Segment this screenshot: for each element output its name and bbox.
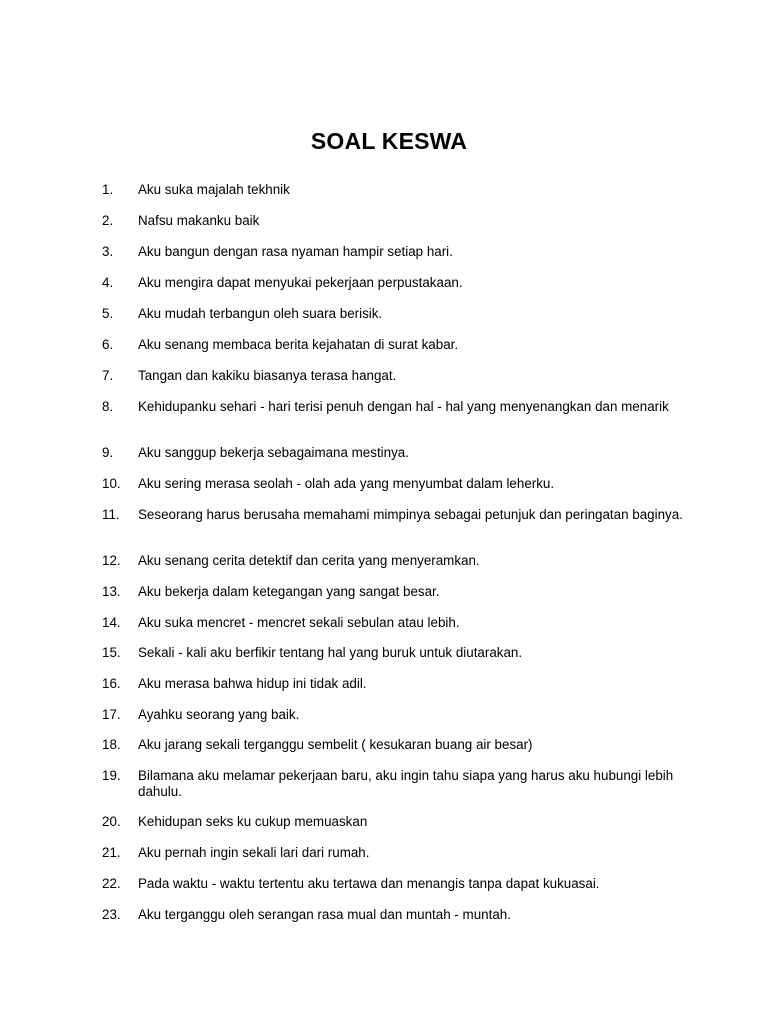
question-number: 7. [102,368,114,383]
question-number: 15. [102,645,121,660]
question-text: Tangan dan kakiku biasanya terasa hangat. [138,368,397,383]
question-text: Kehidupanku sehari - hari terisi penuh dengan hal - hal yang menyenangkan dan menarik [138,399,669,414]
question-number: 18. [102,737,121,752]
question-number: 12. [102,553,121,568]
question-text: Ayahku seorang yang baik. [138,707,300,722]
question-number: 23. [102,907,121,922]
question-number: 3. [102,244,114,259]
question-number: 6. [102,337,114,352]
question-number: 1. [102,182,114,197]
question-number: 11. [102,507,120,522]
question-text: Aku pernah ingin sekali lari dari rumah. [138,845,370,860]
question-text: Aku mengira dapat menyukai pekerjaan perpustakaan. [138,275,463,290]
question-text: Pada waktu - waktu tertentu aku tertawa dan menangis tanpa dapat kukuasai. [138,876,600,891]
document-title: SOAL KESWA [310,128,468,154]
question-text: Bilamana aku melamar pekerjaan baru, aku ingin tahu siapa yang harus aku hubungi lebih dahulu. [138,768,674,799]
question-text: Aku mudah terbangun oleh suara berisik. [138,306,383,321]
question-number: 9. [102,445,114,460]
question-text: Nafsu makanku baik [138,213,260,228]
question-number: 10. [102,476,121,491]
question-text: Aku suka mencret - mencret sekali sebulan atau lebih. [138,615,460,630]
question-number: 13. [102,584,121,599]
question-number: 5. [102,306,114,321]
question-number: 17. [102,707,121,722]
question-number: 21. [102,845,121,860]
question-text: Aku senang cerita detektif dan cerita yang menyeramkan. [138,553,480,568]
question-text: Sekali - kali aku berfikir tentang hal yang buruk untuk diutarakan. [138,645,523,660]
question-text: Aku jarang sekali terganggu sembelit ( kesukaran buang air besar) [138,737,533,752]
question-text: Aku bekerja dalam ketegangan yang sangat besar. [138,584,440,599]
question-number: 19. [102,768,121,783]
question-number: 14. [102,615,121,630]
question-text: Aku sanggup bekerja sebagaimana mestinya. [138,445,409,460]
question-text: Aku senang membaca berita kejahatan di surat kabar. [138,337,459,352]
question-number: 8. [102,399,114,414]
question-text: Aku bangun dengan rasa nyaman hampir setiap hari. [138,244,453,259]
question-text: Aku merasa bahwa hidup ini tidak adil. [138,676,367,691]
question-number: 16. [102,676,121,691]
question-number: 20. [102,814,121,829]
question-number: 4. [102,275,114,290]
question-number: 22. [102,876,121,891]
question-text: Kehidupan seks ku cukup memuaskan [138,814,368,829]
question-text: Aku terganggu oleh serangan rasa mual dan muntah - muntah. [138,907,511,922]
question-text: Aku sering merasa seolah - olah ada yang menyumbat dalam leherku. [138,476,555,491]
question-number: 2. [102,213,114,228]
question-text: Aku suka majalah tekhnik [138,182,290,197]
question-text: Seseorang harus berusaha memahami mimpinya sebagai petunjuk dan peringatan baginya. [138,507,683,522]
